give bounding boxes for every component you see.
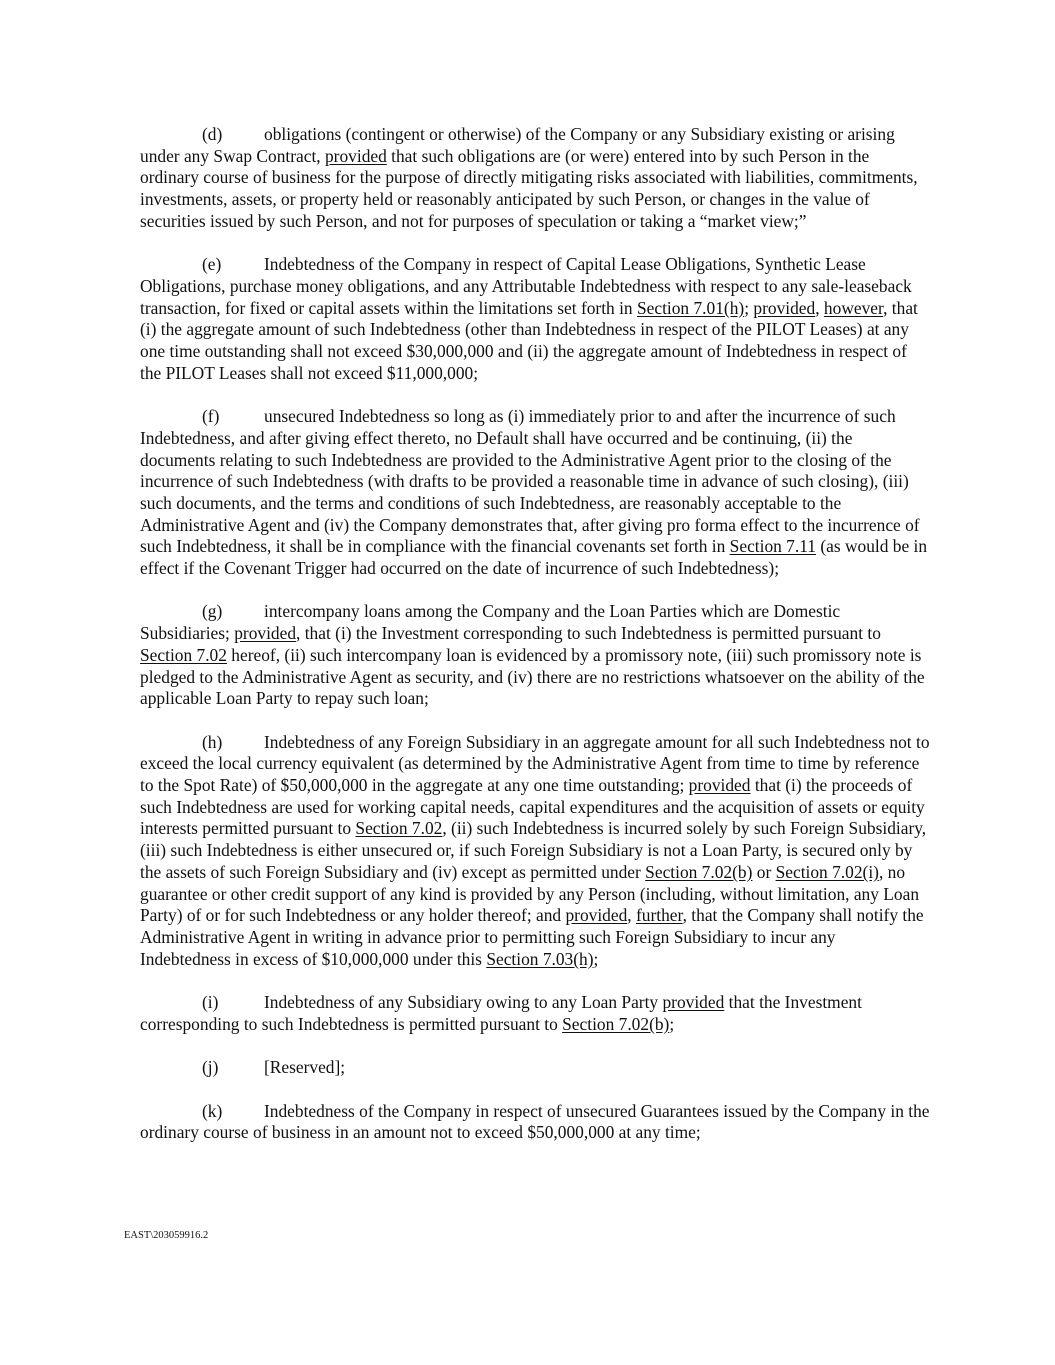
text-segment: [Reserved]; [264,1057,346,1078]
text-segment: , that (i) the Investment corresponding to such Indebtedness is permitted pursuant to [296,623,881,644]
underlined-term: provided [324,145,387,166]
underlined-term: provided [234,623,297,644]
text-segment: , no guarantee or other credit support of any kind is provided by any Person (including, without limitation, any Loan Party) of or for such Indebtedness or any holder thereof; and [140,861,920,926]
underlined-term: provided [753,297,816,318]
text-segment: that such obligations are (or were) entered into by such Person in the ordinary course of business for the purpose of directly mitigating risks associated with liabilities, commitments, investments, assets, or property held or reasonably anticipated by such Person, or changes in the value of securities issued by such Person, and not for purposes of speculation or taking a “market view;” [140,145,918,231]
section-reference: Section 7.11 [729,536,816,557]
underlined-term: provided [662,992,725,1013]
paragraph-label: (g) [202,601,223,622]
text-segment: obligations (contingent or otherwise) of the Company or any Subsidiary existing or arising under any Swap Contract, [140,124,895,166]
text-segment: hereof, (ii) such intercompany loan is evidenced by a promissory note, (iii) such promissory note is pledged to the Administrative Agent as security, and (iv) there are no restrictions whatsoever on the ability of the applicable Loan Party to repay such loan; [140,644,925,709]
paragraph-g [140,601,930,710]
underlined-term: further [635,905,683,926]
section-reference: Section 7.03(h) [486,948,594,969]
section-reference: Section 7.02(b) [645,861,753,882]
text-segment: Indebtedness of any Subsidiary owing to any Loan Party [264,992,663,1013]
underlined-term: provided [565,905,628,926]
underlined-term: provided [688,775,751,796]
text-segment: that the Investment corresponding to such Indebtedness is permitted pursuant to [140,992,862,1034]
text-segment: ; [593,948,599,969]
text-segment: (as would be in effect if the Covenant Trigger had occurred on the date of incurrence of such Indebtedness); [140,536,928,579]
text-segment: or [752,861,776,882]
text-segment: ; [744,297,754,318]
paragraph-h [140,732,930,971]
text-segment: Indebtedness of the Company in respect of Capital Lease Obligations, Synthetic Lease Obligations, purchase money obligations, and any Attributable Indebtedness with respect to any sale-leaseback transaction, for fixed or capital assets within the limitations set forth in [140,254,912,318]
underlined-term: however [823,297,884,318]
section-reference: Section 7.02(i) [775,861,879,882]
paragraph-label: (i) [202,992,219,1013]
paragraph-i [140,992,930,1035]
paragraph-label: (j) [202,1057,219,1078]
paragraph-label: (e) [202,254,222,275]
text-segment: , that the Company shall notify the Administrative Agent in writing in advance prior to permitting such Foreign Subsidiary to incur any Indebtedness in excess of $10,000,000 under this [140,905,924,969]
paragraph-f [140,406,930,580]
text-segment: Indebtedness of the Company in respect of unsecured Guarantees issued by the Company in the ordinary course of business in an amount not to exceed $50,000,000 at any time; [140,1100,930,1143]
text-segment: intercompany loans among the Company and the Loan Parties which are Domestic Subsidiaries; [140,601,841,644]
text-segment: ; [669,1013,675,1034]
paragraph-label: (f) [202,406,220,427]
section-reference: Section 7.01(h) [636,297,745,318]
paragraph-j [140,1057,930,1079]
paragraph-e [140,254,930,384]
text-segment: unsecured Indebtedness so long as (i) immediately prior to and after the incurrence of such Indebtedness, and after giving effect thereto, no Default shall have occurred and be continuing, (ii) the documents relating to such Indebtedness are provided to the Administrative Agent prior to the closing of the incurrence of such Indebtedness (with drafts to be provided a reasonable time in advance of such closing), (iii) such documents, and the terms and conditions of such Indebtedness, are reasonably acceptable to the Administrative Agent and (iv) the Company demonstrates that, after giving pro forma effect to the incurrence of such Indebtedness, it shall be in compliance with the financial covenants set forth in [140,406,920,557]
paragraph-label: (k) [202,1100,223,1121]
section-reference: Section 7.02 [355,818,443,839]
section-reference: Section 7.02(b) [562,1013,670,1034]
text-segment: , [627,905,636,926]
paragraph-label: (h) [202,731,223,752]
document-page [140,124,930,1166]
document-id-footer: EAST\203059916.2 [124,1230,209,1241]
text-segment: , that (i) the aggregate amount of such Indebtedness (other than Indebtedness in respect of the PILOT Leases) at any one time outstanding shall not exceed $30,000,000 and (ii) the aggregate amount of Indebtedness in respect of the PILOT Leases shall not exceed $11,000,000; [140,297,918,383]
paragraph-d [140,124,930,233]
paragraph-label: (d) [202,124,223,144]
section-reference: Section 7.02 [140,644,227,665]
text-segment: , (ii) such Indebtedness is incurred solely by such Foreign Subsidiary, (iii) such Indebtedness is either unsecured or, if such Foreign Subsidiary is not a Loan Party, is secured only by the assets of such Foreign Subsidiary and (iv) except as permitted under [140,818,927,882]
text-segment: Indebtedness of any Foreign Subsidiary in an aggregate amount for all such Indebtedness not to exceed the local currency equivalent (as determined by the Administrative Agent from time to time by reference to the Spot Rate) of $50,000,000 in the aggregate at any one time outstanding; [140,731,930,796]
text-segment: that (i) the proceeds of such Indebtedness are used for working capital needs, capital expenditures and the acquisition of assets or equity interests permitted pursuant to [140,775,925,839]
paragraph-k [140,1101,930,1144]
text-segment: , [815,297,824,318]
